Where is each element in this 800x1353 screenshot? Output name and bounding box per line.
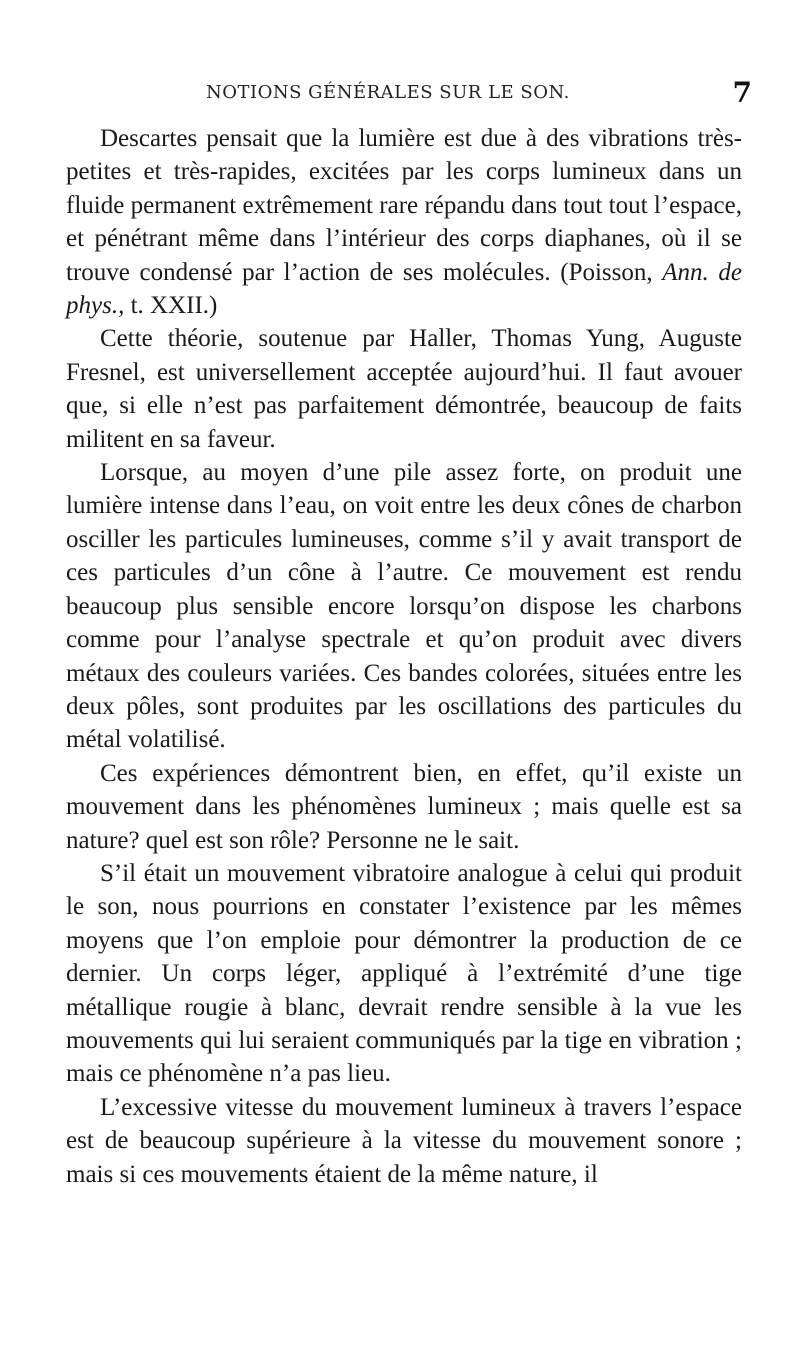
paragraph [66,122,742,322]
journal-citation: Ann. de phys., [66,258,742,320]
running-head-title: NOTIONS GÉNÉRALES SUR LE SON. [206,82,570,103]
paragraph-text: t. XXII.) [124,292,218,320]
page-number: 7 [732,76,752,109]
paragraph: L’excessive vitesse du mouvement lumineux à travers l’espace est de beaucoup supérieure à la vitesse du mouvement sonore ; mais si ces mouvements étaient de la même nature, il [66,1093,742,1188]
paragraph: S’il était un mouvement vibratoire analogue à celui qui produit le son, nous pourrions en constater l’existence par les mêmes moyens que l’on emploie pour démontrer la production de ce dernier. Un corps léger, appliqué à l’extrémité d’une tige métallique rougie à blanc, devrait rendre sensible à la vue les mouvements qui lui seraient communiqués par la tige en vibration ; mais ce phénomène n’a pas lieu. [66,859,742,1088]
book-page [66,76,752,1191]
body-text [66,122,742,1191]
paragraph: Cette théorie, soutenue par Haller, Thomas Yung, Auguste Fresnel, est universellement acceptée aujourd’hui. Il faut avouer que, si elle n’est pas parfaitement démontrée, beaucoup de faits militent en sa faveur. [66,325,742,453]
paragraph: Lorsque, au moyen d’une pile assez forte, on produit une lumière intense dans l’eau, on voit entre les deux cônes de charbon osciller les particules lumineuses, comme s’il y avait transport de ces particules d’un cône à l’autre. Ce mouvement est rendu beaucoup plus sensible encore lorsqu’on dispose les charbons comme pour l’analyse spectrale et qu’on produit avec divers métaux des couleurs variées. Ces bandes colorées, situées entre les deux pôles, sont produites par les oscillations des particules du métal volatilisé. [66,459,742,754]
paragraph: Ces expériences démontrent bien, en effet, qu’il existe un mouvement dans les phénomènes lumineux ; mais quelle est sa nature? quel est son rôle? Personne ne le sait. [66,759,742,854]
running-head [66,76,752,122]
paragraph-text: Descartes pensait que la lumière est due à des vibrations très-petites et très-rapides, excitées par les corps lumineux dans un fluide permanent extrêmement rare répandu dans tout tout l’espace, et pénétrant même dans l’intérieur des corps diaphanes, où il se trouve condensé par l’action de ses molécules. (Poisson, [66,125,742,286]
